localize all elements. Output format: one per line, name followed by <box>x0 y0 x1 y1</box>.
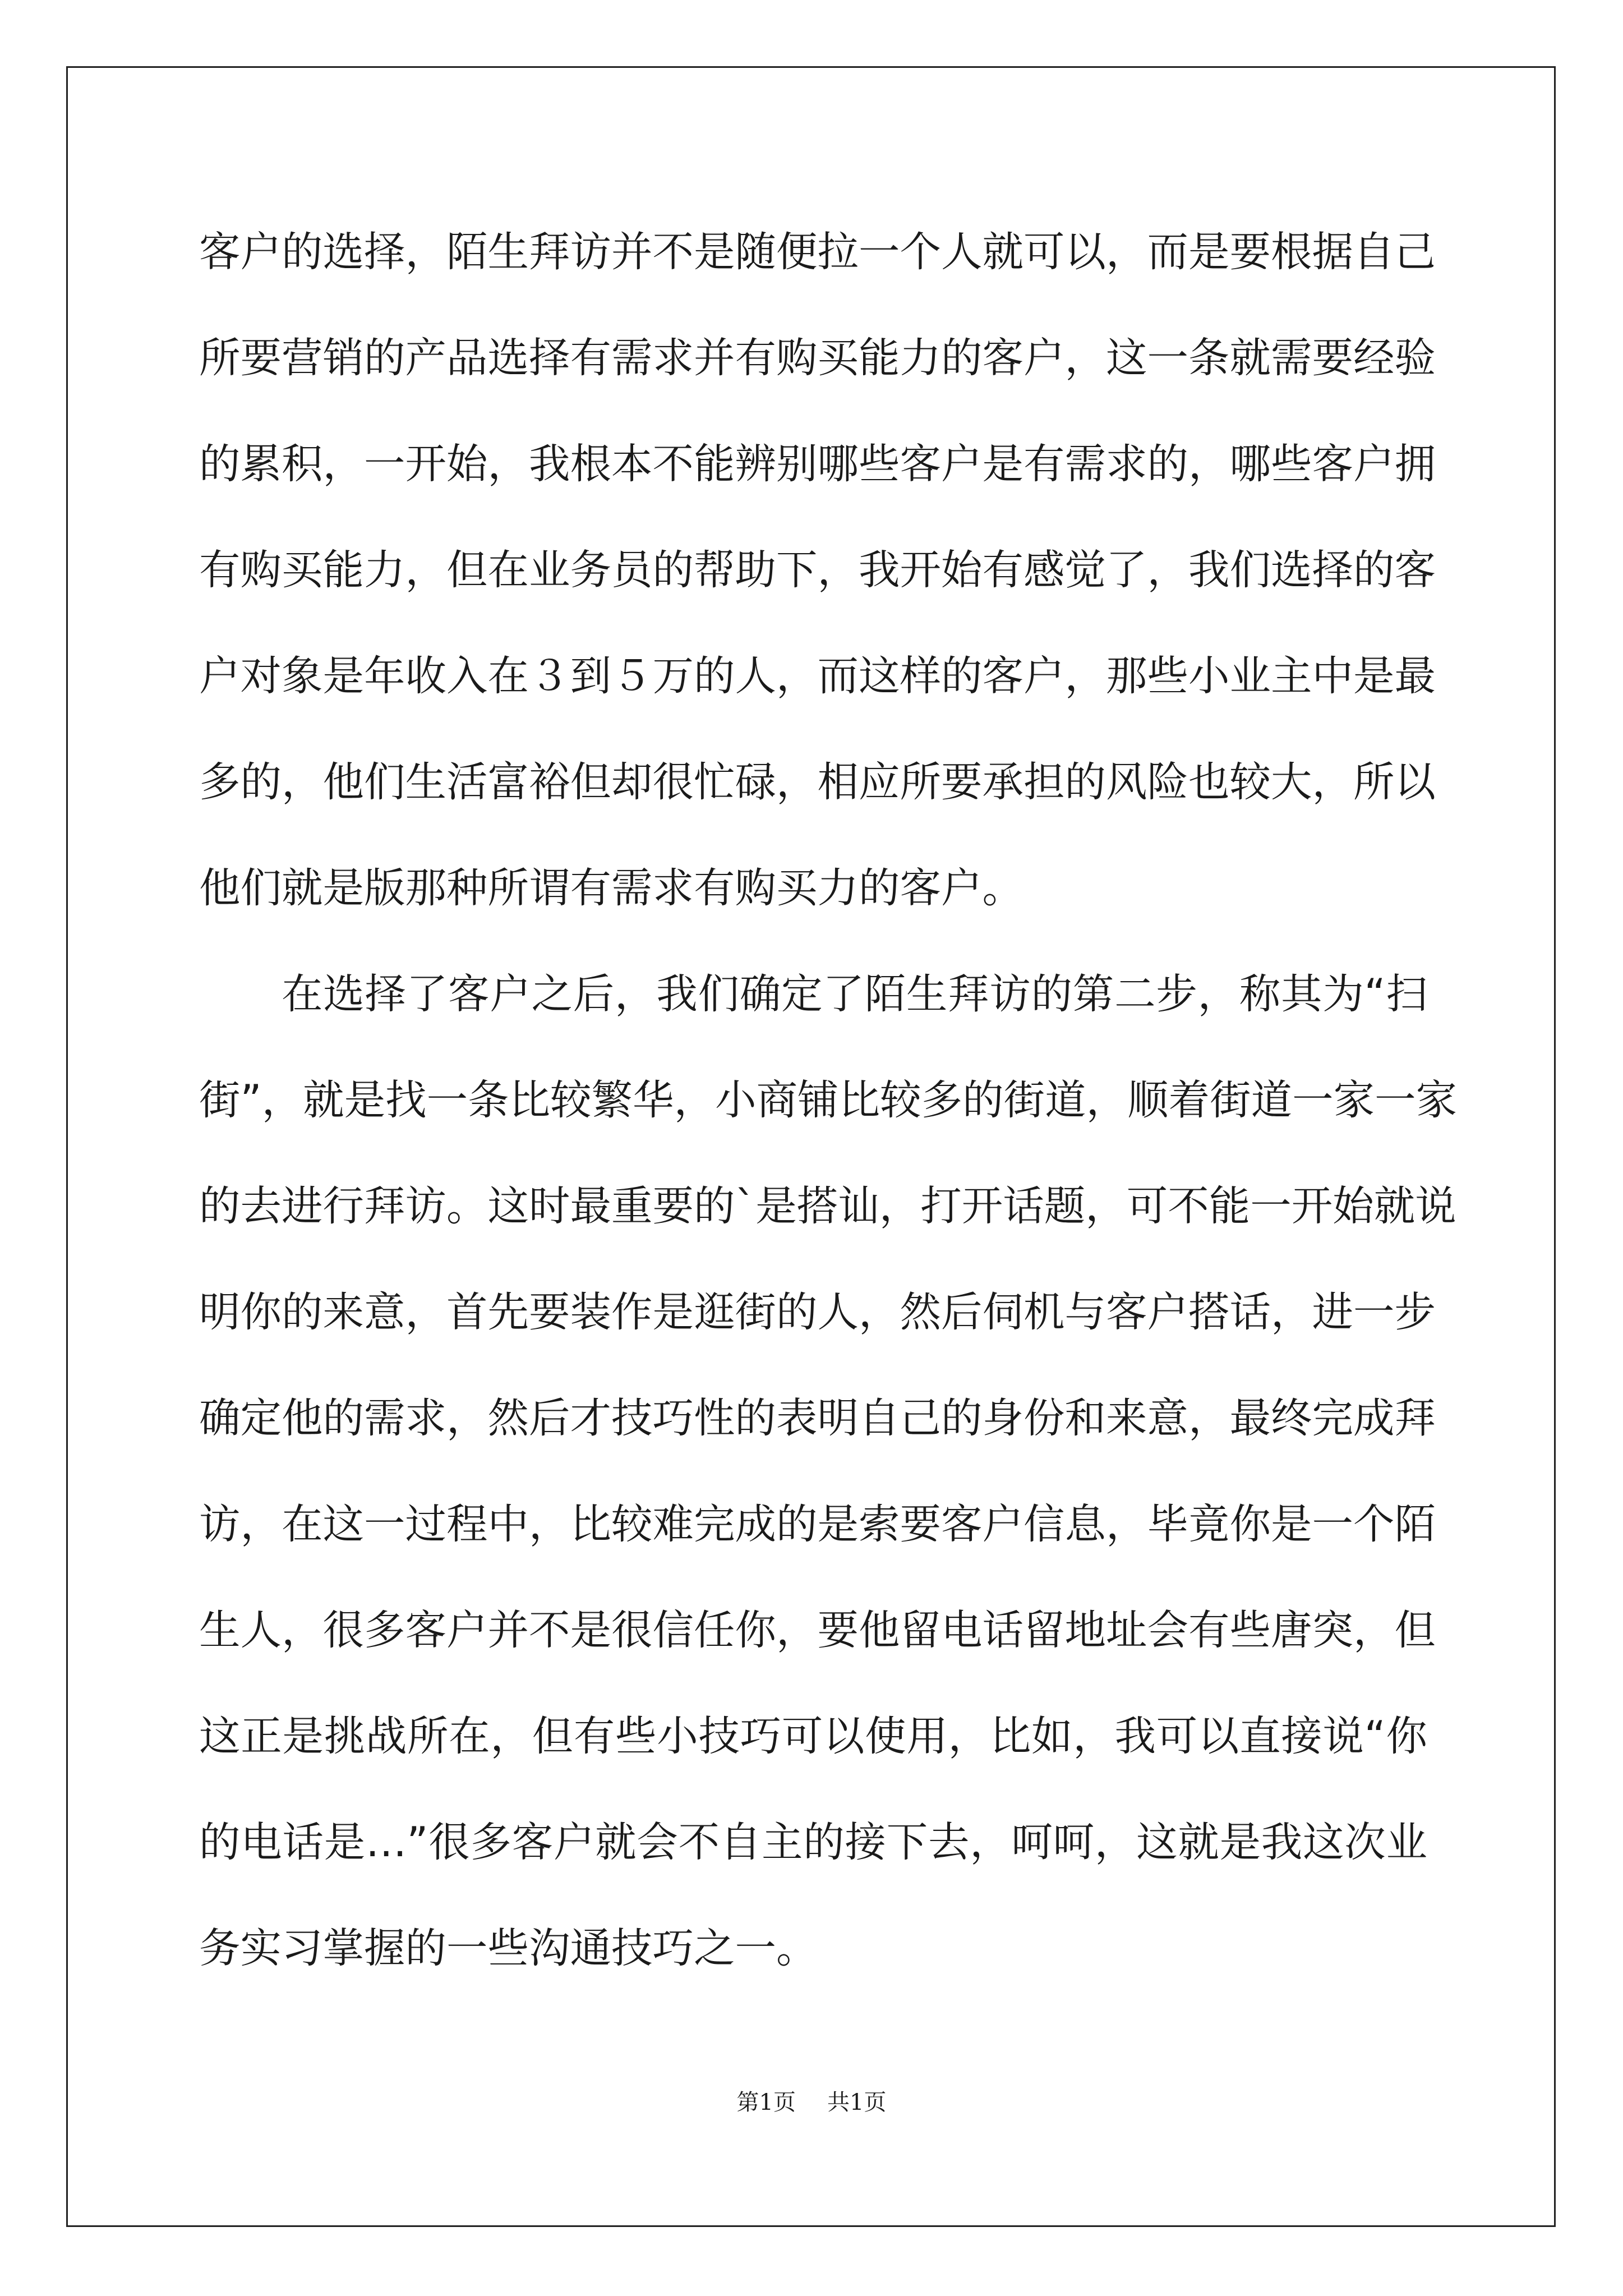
paragraph-2 <box>199 941 1458 2001</box>
text-line: 有购买能力，但在业务员的帮助下，我开始有感觉了，我们选择的客 <box>199 546 1436 594</box>
document-body <box>199 199 1458 2001</box>
text-line: 的电话是…”很多客户就会不自主的接下去，呵呵，这就是我这次业 <box>199 1819 1427 1866</box>
text-line: 确定他的需求，然后才技巧性的表明自己的身份和来意，最终完成拜 <box>199 1395 1436 1442</box>
text-line: 访，在这一过程中，比较难完成的是索要客户信息，毕竟你是一个陌 <box>199 1501 1436 1548</box>
text-line: 多的，他们生活富裕但却很忙碌，相应所要承担的风险也较大，所以 <box>199 758 1436 806</box>
text-line: 生人，很多客户并不是很信任你，要他留电话留地址会有些唐突，但 <box>199 1607 1436 1654</box>
text-line: 这正是挑战所在，但有些小技巧可以使用，比如，我可以直接说“你 <box>199 1713 1427 1760</box>
text-line: 街”，就是找一条比较繁华，小商铺比较多的街道，顺着街道一家一家 <box>199 1076 1458 1124</box>
text-line: 的累积，一开始，我根本不能辨别哪些客户是有需求的，哪些客户拥 <box>199 440 1436 488</box>
text-line: 的去进行拜访。这时最重要的`是搭讪，打开话题，可不能一开始就说 <box>199 1182 1456 1230</box>
text-line: 他们就是版那种所谓有需求有购买力的客户。 <box>199 864 1023 912</box>
text-line: 所要营销的产品选择有需求并有购买能力的客户，这一条就需要经验 <box>199 334 1436 382</box>
text-line: 在选择了客户之后，我们确定了陌生拜访的第二步，称其为“扫 <box>282 970 1427 1018</box>
page-number: 第1页 <box>736 2090 796 2115</box>
paragraph-1 <box>199 199 1436 941</box>
text-line: 客户的选择，陌生拜访并不是随便拉一个人就可以，而是要根据自己 <box>199 228 1436 276</box>
page-total: 共1页 <box>827 2090 887 2115</box>
text-line: 务实习掌握的一些沟通技巧之一。 <box>199 1925 818 1972</box>
text-line: 明你的来意，首先要装作是逛街的人，然后伺机与客户搭话，进一步 <box>199 1289 1436 1336</box>
text-line: 户对象是年收入在３到５万的人，而这样的客户，那些小业主中是最 <box>199 652 1436 700</box>
page-footer <box>0 2086 1623 2119</box>
